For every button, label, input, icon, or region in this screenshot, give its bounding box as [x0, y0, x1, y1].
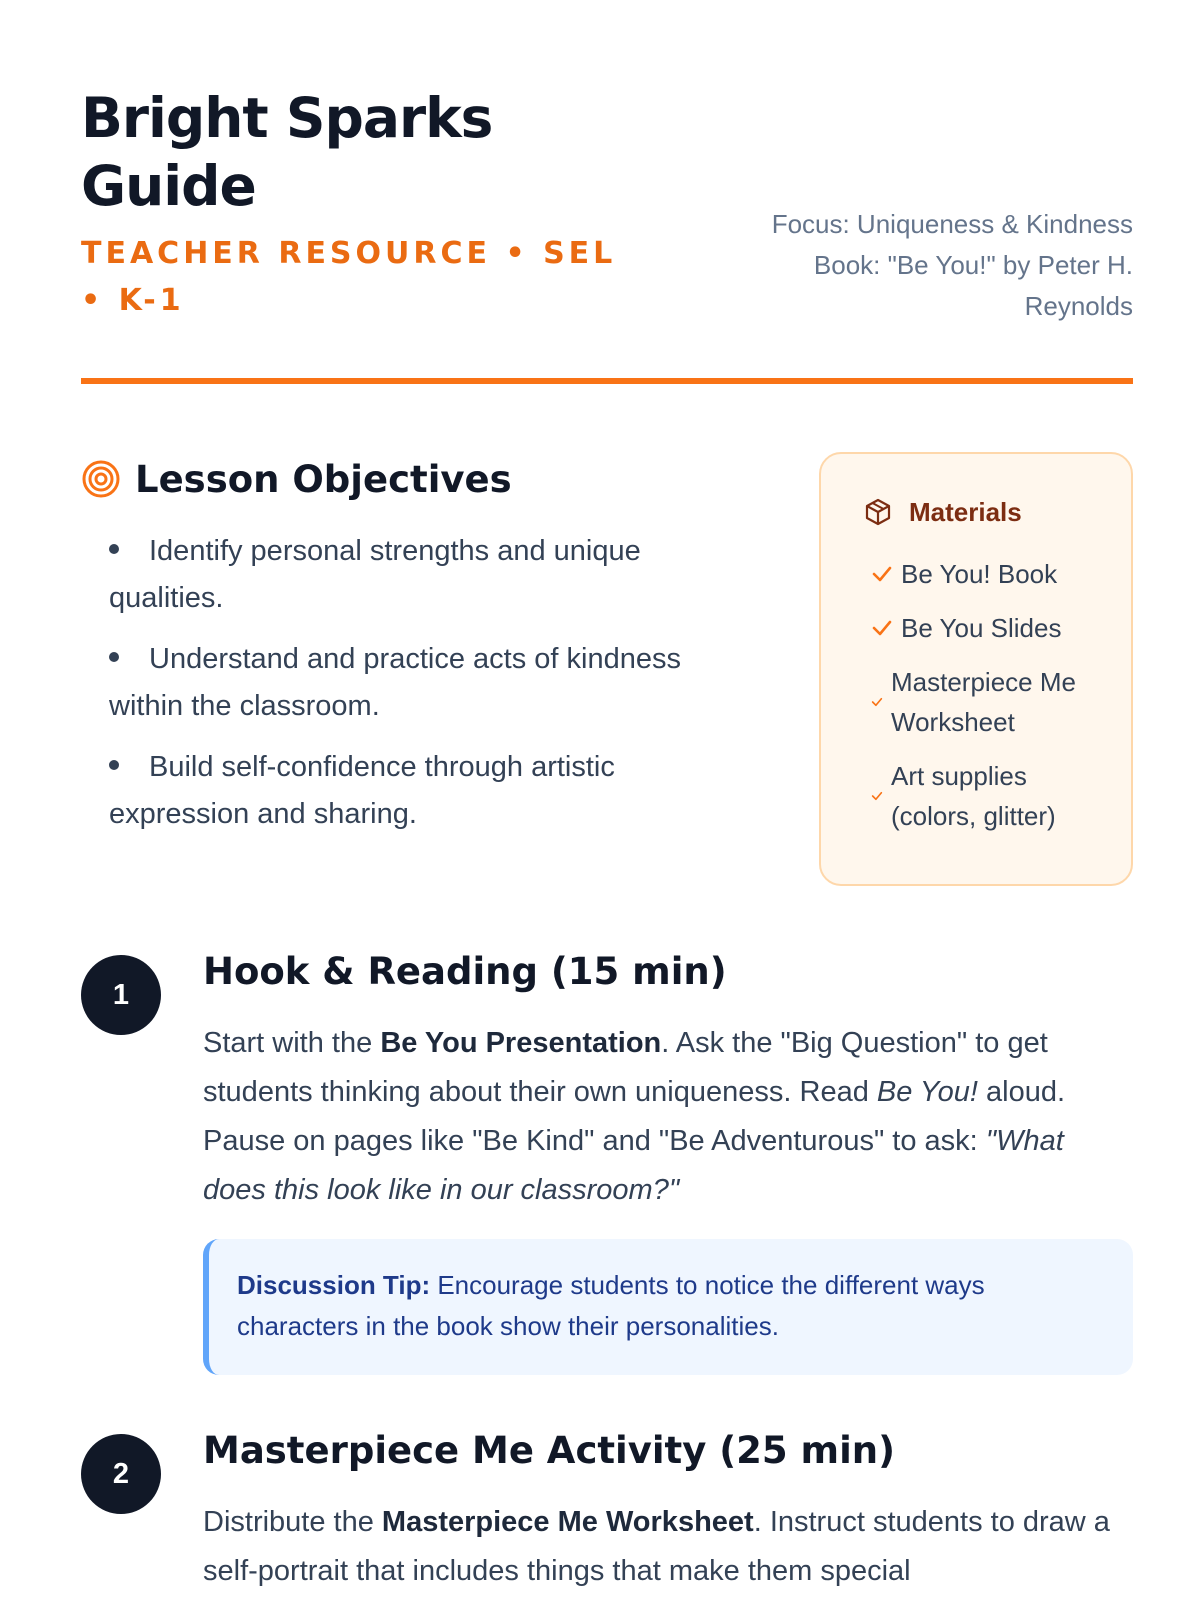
page-subtitle: TEACHER RESOURCE • SEL • K-1 — [81, 236, 617, 318]
step-description: Start with the Be You Presentation. Ask the "Big Question" to get students thinking about their own uniqueness. Read Be You! aloud. Pause on pages like "Be Kind" and "Be Adventurous" to ask: "What does this look like in our classroom?" — [203, 1027, 1066, 1206]
discussion-tip: Discussion Tip: Encourage students to notice the different ways characters in the book show their personalities. — [203, 1239, 1133, 1375]
step-description: Distribute the Masterpiece Me Worksheet. Instruct students to draw a self-portrait that includes things that make them special — [203, 1506, 1110, 1587]
header — [81, 84, 1133, 384]
check-icon — [863, 790, 891, 802]
materials-header — [863, 492, 1131, 532]
materials-list — [863, 554, 1131, 836]
objectives-list — [81, 528, 761, 838]
material-item: Masterpiece Me Worksheet — [863, 662, 1131, 742]
material-item: Be You! Book — [863, 554, 1131, 594]
objective-item: Understand and practice acts of kindness within the classroom. — [109, 643, 681, 722]
check-icon — [863, 617, 901, 639]
step-number-badge: 1 — [81, 955, 161, 1035]
book-text: Book: "Be You!" by Peter H. Reynolds — [813, 250, 1133, 321]
header-divider — [81, 378, 1133, 384]
objectives-heading: Lesson Objectives — [135, 457, 512, 501]
objective-item: Identify personal strengths and unique qualities. — [109, 535, 641, 614]
lesson-objectives — [81, 452, 761, 852]
objectives-header — [81, 452, 761, 506]
material-item: Art supplies (colors, glitter) — [863, 756, 1131, 836]
step-heading: Masterpiece Me Activity (25 min) — [203, 1429, 895, 1472]
materials-heading: Materials — [909, 496, 1022, 527]
box-icon — [863, 497, 893, 527]
objective-item: Build self-confidence through artistic expression and sharing. — [109, 751, 615, 830]
step-body — [203, 950, 1133, 1375]
check-icon — [863, 563, 901, 585]
materials-card — [819, 452, 1133, 886]
step-number-badge: 2 — [81, 1434, 161, 1514]
focus-text: Focus: Uniqueness & Kindness — [771, 209, 1133, 239]
step-body — [203, 1429, 1133, 1596]
page-title: Bright Sparks Guide — [81, 86, 493, 218]
bullet — [109, 652, 119, 662]
check-icon — [863, 696, 891, 708]
target-icon — [81, 459, 121, 499]
step-heading: Hook & Reading (15 min) — [203, 950, 727, 993]
bullet — [109, 760, 119, 770]
lesson-guide-page — [81, 0, 1133, 1600]
lesson-meta — [713, 204, 1133, 327]
material-item: Be You Slides — [863, 608, 1131, 648]
bullet — [109, 544, 119, 554]
